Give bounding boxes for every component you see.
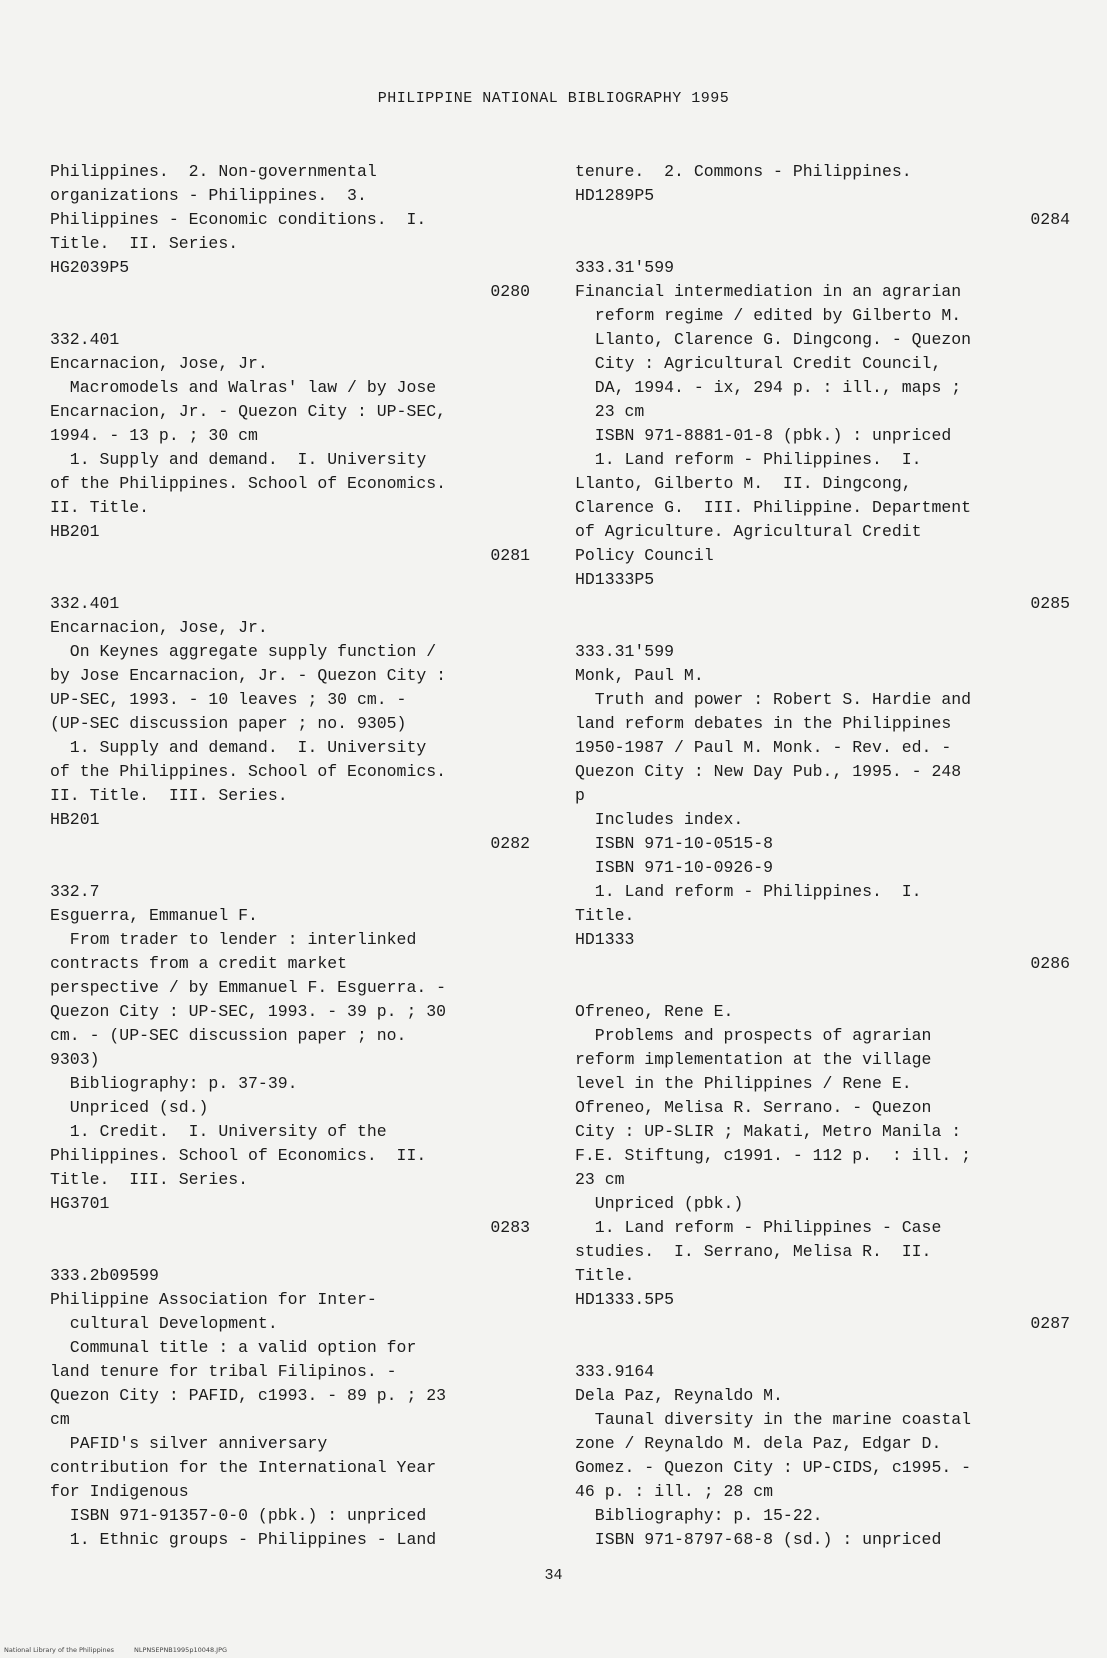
entry-line: cm <box>50 1410 70 1429</box>
entry-line: 1. Supply and demand. I. University <box>50 450 427 469</box>
page-header: PHILIPPINE NATIONAL BIBLIOGRAPHY 1995 <box>377 90 730 107</box>
control-number: 0287 <box>1030 1314 1070 1333</box>
entry-line: Unpriced (sd.) <box>50 1098 209 1117</box>
entry-line: Llanto, Gilberto M. II. Dingcong, <box>575 474 912 493</box>
entry-line: 1. Credit. I. University of the <box>50 1122 387 1141</box>
entry-separator <box>50 304 530 328</box>
entry-line: for Indigenous <box>50 1482 189 1501</box>
entry-line: II. Title. <box>50 498 150 517</box>
entry-line: of the Philippines. School of Economics. <box>50 474 447 493</box>
entry-separator <box>575 232 1070 256</box>
entry-line: 23 cm <box>575 1170 625 1189</box>
entry-line: Quezon City : PAFID, c1993. - 89 p. ; 23 <box>50 1386 447 1405</box>
page-number: 34 <box>544 1567 563 1584</box>
entry-line: Dela Paz, Reynaldo M. <box>575 1386 783 1405</box>
entry-line: level in the Philippines / Rene E. <box>575 1074 912 1093</box>
entry-line: 1. Land reform - Philippines - Case <box>575 1218 942 1237</box>
entry-line: 1. Land reform - Philippines. I. <box>575 450 922 469</box>
entry-line: Clarence G. III. Philippine. Department <box>575 498 972 517</box>
entry-line: HG3701 <box>50 1194 110 1213</box>
entry-line: F.E. Stiftung, c1991. - 112 p. : ill. ; <box>575 1146 972 1165</box>
entry-line: Philippine Association for Inter- <box>50 1290 377 1309</box>
entry-line: ISBN 971-8797-68-8 (sd.) : unpriced <box>575 1530 942 1549</box>
entry-separator <box>575 616 1070 640</box>
entry-line: Ofreneo, Melisa R. Serrano. - Quezon <box>575 1098 932 1117</box>
entry-line: Encarnacion, Jose, Jr. <box>50 618 268 637</box>
control-number: 0281 <box>490 546 530 565</box>
entry-line: HD1289P5 <box>575 186 655 205</box>
entry-line: Truth and power : Robert S. Hardie and <box>575 690 972 709</box>
entry-line: 23 cm <box>575 402 645 421</box>
entry-line: City : UP-SLIR ; Makati, Metro Manila : <box>575 1122 962 1141</box>
entry-line: cm. - (UP-SEC discussion paper ; no. <box>50 1026 407 1045</box>
entry-line: tenure. 2. Commons - Philippines. <box>575 162 912 181</box>
entry-line: Bibliography: p. 37-39. <box>50 1074 298 1093</box>
entry-line: PAFID's silver anniversary <box>50 1434 328 1453</box>
entry-line: 1. Ethnic groups - Philippines - Land <box>50 1530 437 1549</box>
entry-line: DA, 1994. - ix, 294 p. : ill., maps ; <box>575 378 962 397</box>
entry-line: Title. III. Series. <box>50 1170 249 1189</box>
entry-line: perspective / by Emmanuel F. Esguerra. - <box>50 978 447 997</box>
entry-line: contracts from a credit market <box>50 954 348 973</box>
entry-line: Encarnacion, Jose, Jr. <box>50 354 268 373</box>
entry-line: II. Title. III. Series. <box>50 786 288 805</box>
scan-footer <box>4 1646 227 1654</box>
entry-line: Quezon City : UP-SEC, 1993. - 39 p. ; 30 <box>50 1002 447 1021</box>
entry-line: 333.31'599 <box>575 258 675 277</box>
entry-line: 1994. - 13 p. ; 30 cm <box>50 426 258 445</box>
entry-line: Ofreneo, Rene E. <box>575 1002 734 1021</box>
entry-line: HB201 <box>50 522 100 541</box>
entry-line: 332.7 <box>50 882 100 901</box>
entry-line: HB201 <box>50 810 100 829</box>
entry-line: Macromodels and Walras' law / by Jose <box>50 378 437 397</box>
entry-line: contribution for the International Year <box>50 1458 437 1477</box>
control-number: 0283 <box>490 1218 530 1237</box>
entry-line: land tenure for tribal Filipinos. - <box>50 1362 397 1381</box>
entry-line: zone / Reynaldo M. dela Paz, Edgar D. <box>575 1434 942 1453</box>
entry-line: ISBN 971-8881-01-8 (pbk.) : unpriced <box>575 426 952 445</box>
entry-line: 1. Land reform - Philippines. I. <box>575 882 922 901</box>
entry-line: 333.31'599 <box>575 642 675 661</box>
entry-line: organizations - Philippines. 3. <box>50 186 367 205</box>
entry-line: Encarnacion, Jr. - Quezon City : UP-SEC, <box>50 402 447 421</box>
entry-line: Quezon City : New Day Pub., 1995. - 248 <box>575 762 962 781</box>
entry-line: Bibliography: p. 15-22. <box>575 1506 823 1525</box>
entry-line: Esguerra, Emmanuel F. <box>50 906 258 925</box>
entry-line: 333.2b09599 <box>50 1266 159 1285</box>
entry-line: Taunal diversity in the marine coastal <box>575 1410 972 1429</box>
entry-line: On Keynes aggregate supply function / <box>50 642 437 661</box>
entry-separator <box>50 1240 530 1264</box>
entry-line: HD1333.5P5 <box>575 1290 675 1309</box>
entry-line: studies. I. Serrano, Melisa R. II. <box>575 1242 932 1261</box>
entry-line: reform implementation at the village <box>575 1050 932 1069</box>
entry-line: Policy Council <box>575 546 714 565</box>
entry-line: Unpriced (pbk.) <box>575 1194 744 1213</box>
entry-line: Includes index. <box>575 810 744 829</box>
entry-line: From trader to lender : interlinked <box>50 930 417 949</box>
entry-line: Gomez. - Quezon City : UP-CIDS, c1995. - <box>575 1458 972 1477</box>
entry-line: land reform debates in the Philippines <box>575 714 952 733</box>
entry-line: 332.401 <box>50 330 120 349</box>
entry-line: ISBN 971-10-0515-8 <box>575 834 774 853</box>
entry-line: ISBN 971-91357-0-0 (pbk.) : unpriced <box>50 1506 427 1525</box>
entry-line: UP-SEC, 1993. - 10 leaves ; 30 cm. - <box>50 690 407 709</box>
entry-line: Title. <box>575 906 635 925</box>
entry-line: of Agriculture. Agricultural Credit <box>575 522 922 541</box>
entry-line: 46 p. : ill. ; 28 cm <box>575 1482 774 1501</box>
entry-line: Title. II. Series. <box>50 234 239 253</box>
entry-line: 9303) <box>50 1050 100 1069</box>
footer-file-id: NLPNSEPNB1995p10048.JPG <box>134 1646 228 1654</box>
entry-line: reform regime / edited by Gilberto M. <box>575 306 962 325</box>
control-number: 0285 <box>1030 594 1070 613</box>
control-number: 0284 <box>1030 210 1070 229</box>
entry-separator <box>50 568 530 592</box>
control-number: 0280 <box>490 282 530 301</box>
right-column <box>575 160 1070 1552</box>
entry-line: 1950-1987 / Paul M. Monk. - Rev. ed. - <box>575 738 952 757</box>
entry-line: cultural Development. <box>50 1314 278 1333</box>
entry-line: 1. Supply and demand. I. University <box>50 738 427 757</box>
entry-line: Llanto, Clarence G. Dingcong. - Quezon <box>575 330 972 349</box>
entry-line: Problems and prospects of agrarian <box>575 1026 932 1045</box>
entry-line: ISBN 971-10-0926-9 <box>575 858 774 877</box>
entry-separator <box>50 856 530 880</box>
entry-line: HD1333 <box>575 930 635 949</box>
entry-line: City : Agricultural Credit Council, <box>575 354 942 373</box>
entry-line: Philippines. School of Economics. II. <box>50 1146 427 1165</box>
entry-line: Philippines. 2. Non-governmental <box>50 162 377 181</box>
entry-line: HD1333P5 <box>575 570 655 589</box>
entry-line: Financial intermediation in an agrarian <box>575 282 962 301</box>
entry-line: Communal title : a valid option for <box>50 1338 417 1357</box>
entry-line: HG2039P5 <box>50 258 130 277</box>
entry-line: (UP-SEC discussion paper ; no. 9305) <box>50 714 407 733</box>
entry-line: Monk, Paul M. <box>575 666 704 685</box>
control-number: 0286 <box>1030 954 1070 973</box>
entry-line: 332.401 <box>50 594 120 613</box>
entry-separator <box>575 976 1070 1000</box>
entry-line: p <box>575 786 585 805</box>
entry-line: Philippines - Economic conditions. I. <box>50 210 427 229</box>
entry-line: by Jose Encarnacion, Jr. - Quezon City : <box>50 666 447 685</box>
entry-line: 333.9164 <box>575 1362 655 1381</box>
control-number: 0282 <box>490 834 530 853</box>
entry-line: of the Philippines. School of Economics. <box>50 762 447 781</box>
entry-line: Title. <box>575 1266 635 1285</box>
left-column <box>50 160 530 1552</box>
entry-separator <box>575 1336 1070 1360</box>
footer-library: National Library of the Philippines <box>4 1646 115 1654</box>
